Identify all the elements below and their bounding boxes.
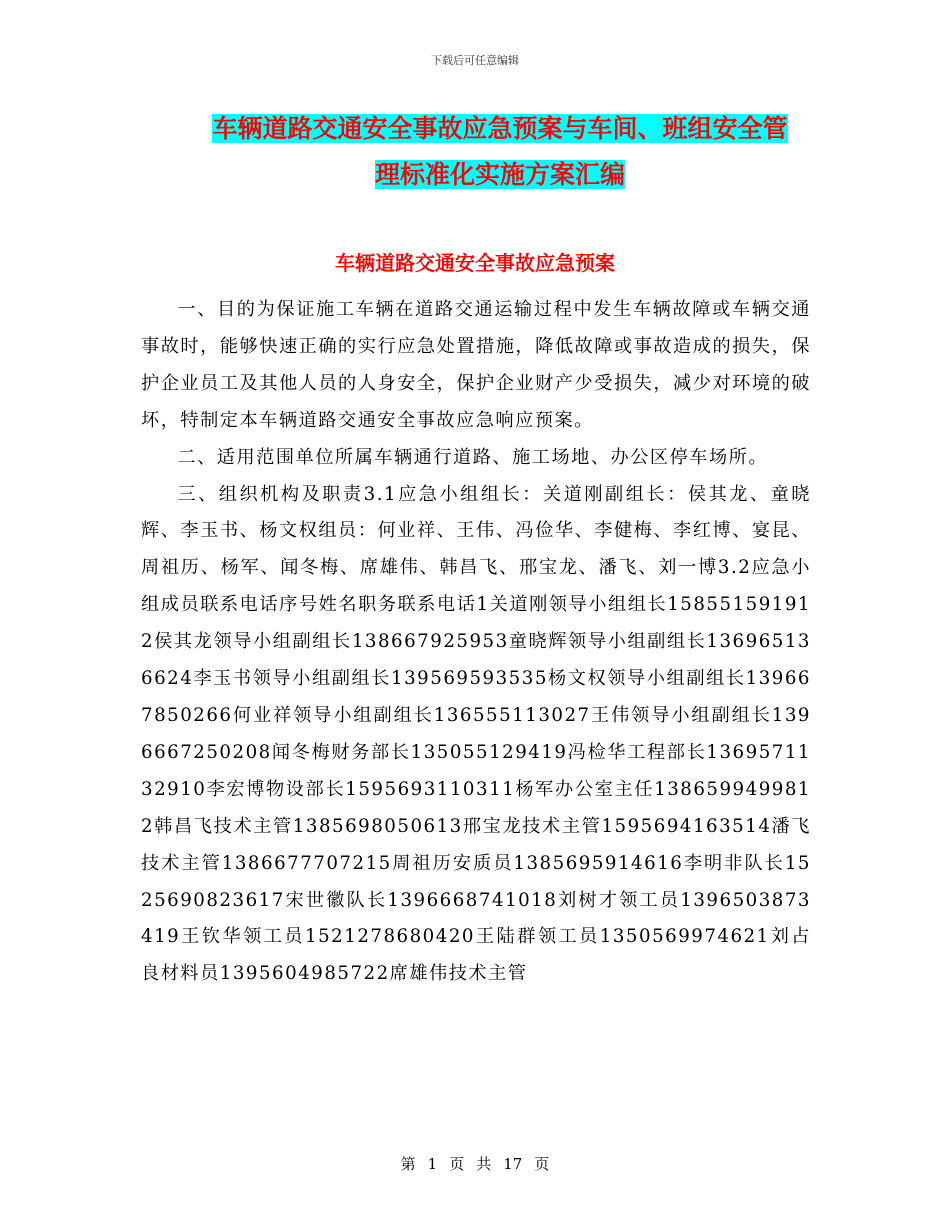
document-title — [140, 106, 860, 198]
paragraph-organization: 三、组织机构及职责3.1应急小组组长：关道刚副组长：侯其龙、童晓辉、李玉书、杨文权组员：何业祥、王伟、冯俭华、李健梅、李红博、宴昆、周祖历、杨军、闻冬梅、席雄伟、韩昌飞、邢宝龙、潘飞、刘一博3.2应急小组成员联系电话序号姓名职务联系电话1关道刚领导小组组长158551591912侯其龙领导小组副组长138667925953童晓辉领导小组副组长136965136624李玉书领导小组副组长139569593535杨文权领导小组副组长139667850266何业祥领导小组副组长136555113027王伟领导小组副组长1396667250208闻冬梅财务部长135055129419冯检华工程部长1369571132910李宏博物设部长1595693110311杨军办公室主任1386599499812韩昌飞技术主管1385698050613邢宝龙技术主管1595694163514潘飞技术主管1386677707215周祖历安质员1385695914616李明非队长1525690823617宋世徽队长1396668741018刘树才领工员1396503873419王钦华领工员1521278680420王陆群领工员1350569974621刘占良材料员1395604985722席雄伟技术主管 — [141, 483, 811, 985]
footer-prefix: 第 — [400, 1155, 416, 1173]
paragraph-purpose: 一、目的为保证施工车辆在道路交通运输过程中发生车辆故障或车辆交通事故时，能够快速正确的实行应急处置措施，降低故障或事故造成的损失，保护企业员工及其他人员的人身安全，保护企业财产少受损失，减少对环境的破坏，特制定本车辆道路交通安全事故应急响应预案。 — [141, 299, 811, 431]
footer-page-word: 页 — [449, 1155, 465, 1173]
document-title-line1: 车辆道路交通安全事故应急预案与车间、班组安全管 — [212, 114, 788, 143]
footer-total-word: 共 — [476, 1155, 492, 1173]
footer-suffix: 页 — [534, 1155, 550, 1173]
footer-page-number: 1 — [427, 1155, 438, 1173]
document-title-line2: 理标准化实施方案汇编 — [374, 160, 625, 189]
header-note: 下载后可任意编辑 — [431, 54, 519, 67]
footer-total-pages: 17 — [503, 1155, 523, 1173]
paragraph-scope: 二、适用范围单位所属车辆通行道路、施工场地、办公区停车场所。 — [177, 446, 769, 468]
page-footer — [0, 1154, 950, 1174]
body-text — [141, 292, 811, 993]
section-title: 车辆道路交通安全事故应急预案 — [335, 251, 615, 275]
